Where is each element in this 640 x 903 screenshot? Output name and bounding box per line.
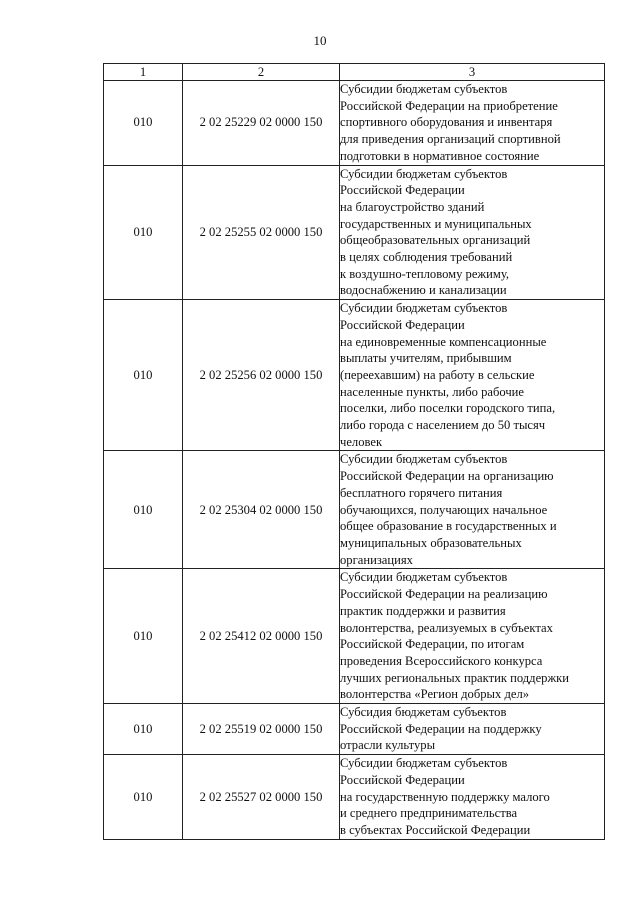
description-line: практик поддержки и развития [340, 603, 506, 618]
column-header-3: 3 [340, 64, 605, 81]
description-cell [340, 569, 605, 704]
table-row [104, 165, 605, 300]
description-line: общеобразовательных организаций [340, 233, 531, 248]
income-code-cell: 2 02 25256 02 0000 150 [183, 300, 340, 451]
description-line: государственных и муниципальных [340, 216, 532, 231]
description-line: организациях [340, 552, 413, 567]
description-line: Субсидии бюджетам субъектов [340, 82, 508, 96]
description-line: поселки, либо поселки городского типа, [340, 401, 556, 416]
table-row [104, 569, 605, 704]
description-cell [340, 704, 605, 755]
description-cell [340, 451, 605, 569]
description-line: и среднего предпринимательства [340, 806, 518, 821]
column-header-1: 1 [104, 64, 183, 81]
admin-code-cell: 010 [104, 569, 183, 704]
admin-code-cell: 010 [104, 755, 183, 840]
income-code-cell: 2 02 25519 02 0000 150 [183, 704, 340, 755]
description-line: Субсидии бюджетам субъектов [340, 452, 508, 467]
description-line: обучающихся, получающих начальное [340, 502, 548, 517]
table-row [104, 704, 605, 755]
description-line: лучших региональных практик поддержки [340, 670, 570, 685]
description-line: выплаты учителям, прибывшим [340, 351, 512, 366]
description-line: Российской Федерации на организацию [340, 469, 554, 484]
description-cell [340, 300, 605, 451]
description-line: Субсидия бюджетам субъектов [340, 705, 507, 720]
description-line: волонтерства «Регион добрых дел» [340, 687, 530, 702]
description-line: человек [340, 434, 383, 449]
description-line: спортивного оборудования и инвентаря [340, 115, 553, 130]
description-line: общее образование в государственных и [340, 519, 557, 534]
description-line: в субъектах Российской Федерации [340, 822, 531, 837]
description-line: на государственную поддержку малого [340, 789, 550, 804]
table-row [104, 755, 605, 840]
description-line: Субсидии бюджетам субъектов [340, 756, 508, 771]
description-line: Российской Федерации, по итогам [340, 637, 525, 652]
description-line: в целях соблюдения требований [340, 250, 513, 265]
description-line: на единовременные компенсационные [340, 334, 547, 349]
income-code-cell: 2 02 25255 02 0000 150 [183, 165, 340, 300]
description-line: водоснабжению и канализации [340, 283, 507, 298]
description-line: бесплатного горячего питания [340, 485, 503, 500]
description-line: Субсидии бюджетам субъектов [340, 301, 508, 316]
admin-code-cell: 010 [104, 81, 183, 166]
description-line: (переехавшим) на работу в сельские [340, 367, 535, 382]
description-cell [340, 165, 605, 300]
description-line: Субсидии бюджетам субъектов [340, 570, 508, 585]
description-line: населенные пункты, либо рабочие [340, 384, 525, 399]
admin-code-cell: 010 [104, 704, 183, 755]
admin-code-cell: 010 [104, 165, 183, 300]
admin-code-cell: 010 [104, 300, 183, 451]
description-line: Российской Федерации на приобретение [340, 98, 558, 113]
income-code-cell: 2 02 25229 02 0000 150 [183, 81, 340, 166]
table-row [104, 451, 605, 569]
income-code-cell: 2 02 25527 02 0000 150 [183, 755, 340, 840]
column-header-2: 2 [183, 64, 340, 81]
page-number: 10 [313, 33, 327, 48]
description-line: Субсидии бюджетам субъектов [340, 166, 508, 181]
description-line: Российской Федерации на поддержку [340, 721, 542, 736]
description-line: для приведения организаций спортивной [340, 132, 561, 147]
description-line: муниципальных образовательных [340, 535, 522, 550]
table-row [104, 81, 605, 166]
income-code-cell: 2 02 25304 02 0000 150 [183, 451, 340, 569]
description-cell [340, 755, 605, 840]
description-line: либо города с населением до 50 тысяч [340, 418, 546, 433]
description-line: Российской Федерации [340, 317, 465, 332]
table-row [104, 300, 605, 451]
budget-codes-table [103, 63, 605, 840]
description-line: Российской Федерации [340, 772, 465, 787]
description-line: к воздушно-тепловому режиму, [340, 266, 510, 281]
admin-code-cell: 010 [104, 451, 183, 569]
description-line: подготовки в нормативное состояние [340, 148, 540, 163]
table-header-row [104, 64, 605, 81]
description-line: Российской Федерации [340, 183, 465, 198]
description-line: Российской Федерации на реализацию [340, 587, 548, 602]
income-code-cell: 2 02 25412 02 0000 150 [183, 569, 340, 704]
description-cell [340, 81, 605, 166]
description-line: на благоустройство зданий [340, 199, 485, 214]
description-line: волонтерства, реализуемых в субъектах [340, 620, 553, 635]
description-line: отрасли культуры [340, 738, 436, 753]
description-line: проведения Всероссийского конкурса [340, 653, 543, 668]
